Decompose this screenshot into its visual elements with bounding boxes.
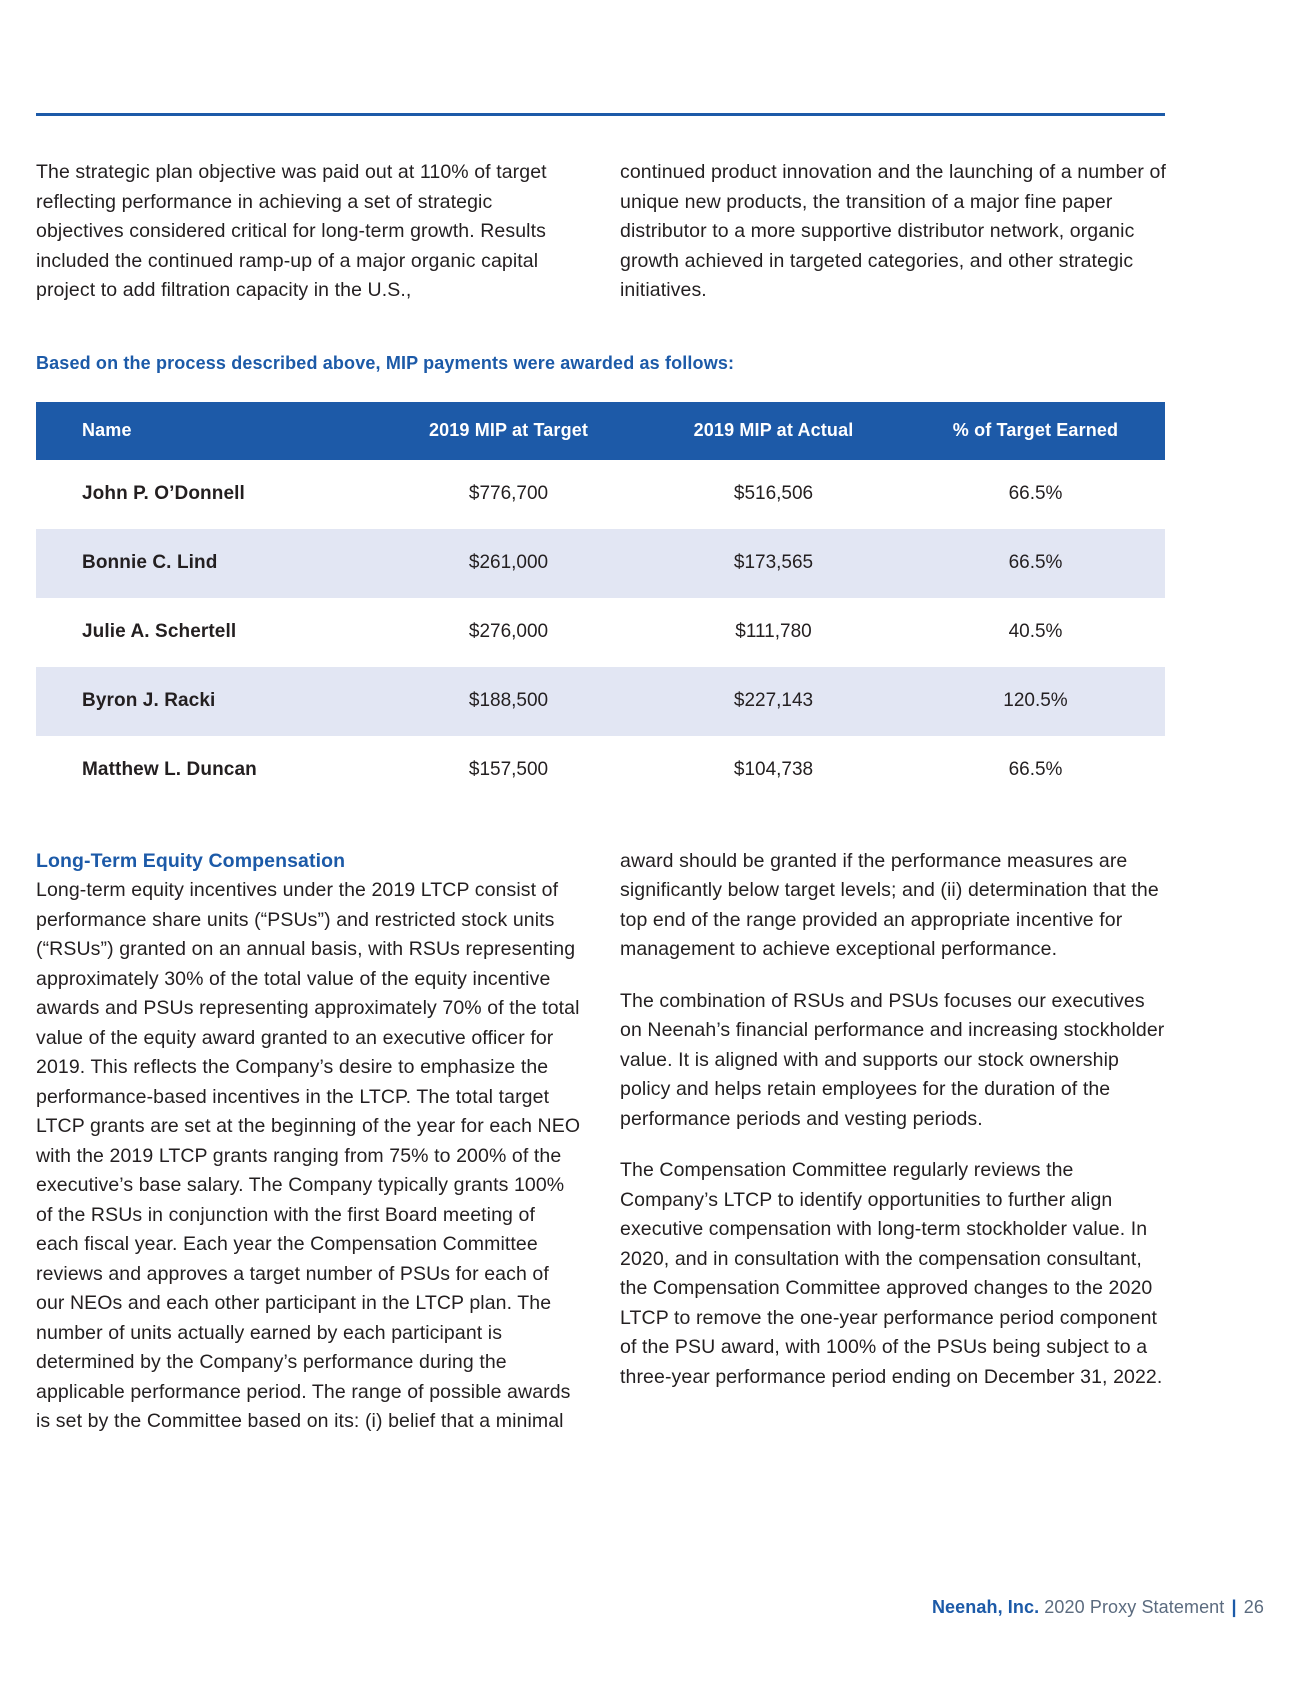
section-right-paragraph-3: The Compensation Committee regularly reviews the Company’s LTCP to identify opportunities to further align executive compensation with long-term stockholder value. In 2020, and in consultation with the compensation consultant, the Compensation Committee approved changes to the 2020 LTCP to remove the one-year performance period component of the PSU award, with 100% of the PSUs being subject to a three-year performance period ending on December 31, 2022.: [620, 1159, 1163, 1388]
footer-separator: |: [1231, 1597, 1237, 1617]
footer-page-number: 26: [1243, 1597, 1264, 1617]
table-header: [36, 402, 1165, 460]
table-body: [36, 460, 1165, 805]
cell-actual: $516,506: [641, 460, 906, 529]
section-right-column: [620, 847, 1166, 1437]
cell-target: $261,000: [376, 529, 641, 598]
cell-target: $776,700: [376, 460, 641, 529]
table-row: [36, 598, 1165, 667]
intro-section: [36, 158, 1165, 306]
table-row: [36, 736, 1165, 805]
cell-pct: 66.5%: [906, 529, 1165, 598]
footer-brand: Neenah, Inc.: [931, 1597, 1040, 1617]
section-left-paragraph: Long-term equity incentives under the 2019 LTCP consist of performance share units (“PSUs”) and restricted stock units (“RSUs”) granted on an annual basis, with RSUs representing approximately 30% of the total value of the equity incentive awards and PSUs representing approximately 70% of the total value of the equity award granted to an executive officer for 2019. This reflects the Company’s desire to emphasize the performance-based incentives in the LTCP. The total target LTCP grants are set at the beginning of the year for each NEO with the 2019 LTCP grants ranging from 75% to 200% of the executive’s base salary. The Company typically grants 100% of the RSUs in conjunction with the first Board meeting of each fiscal year. Each year the Compensation Committee reviews and approves a target number of PSUs for each of our NEOs and each other participant in the LTCP plan. The number of units actually earned by each participant is determined by the Company’s performance during the applicable performance period. The range of possible awards is set by the Committee based on its: (i) belief that a minimal: [36, 879, 581, 1432]
table-row: [36, 667, 1165, 736]
table-lead-in-text: Based on the process described above, MIP payments were awarded as follows:: [36, 352, 735, 373]
cell-name: Julie A. Schertell: [36, 598, 376, 667]
cell-target: $157,500: [376, 736, 641, 805]
table-row: [36, 529, 1165, 598]
table-header-row: [36, 402, 1165, 460]
cell-pct: 66.5%: [906, 460, 1165, 529]
cell-target: $188,500: [376, 667, 641, 736]
cell-name: Matthew L. Duncan: [36, 736, 376, 805]
cell-actual: $111,780: [641, 598, 906, 667]
column-header-name: Name: [36, 402, 376, 460]
section-right-paragraph-2: The combination of RSUs and PSUs focuses our executives on Neenah’s financial performance and increasing stockholder value. It is aligned with and supports our stock ownership policy and helps retain employees for the duration of the performance periods and vesting periods.: [620, 989, 1165, 1130]
cell-name: Bonnie C. Lind: [36, 529, 376, 598]
page-content: [36, 158, 1165, 1437]
mip-payments-table: [36, 402, 1165, 805]
cell-actual: $173,565: [641, 529, 906, 598]
cell-pct: 40.5%: [906, 598, 1165, 667]
footer-document: 2020 Proxy Statement: [1044, 1597, 1225, 1617]
cell-name: John P. O’Donnell: [36, 460, 376, 529]
long-term-equity-section: [36, 847, 1165, 1437]
intro-left-paragraph: The strategic plan objective was paid out at 110% of target reflecting performance in achieving a set of strategic objectives considered critical for long-term growth. Results included the continued ramp-up of a major organic capital project to add filtration capacity in the U.S.,: [36, 161, 547, 301]
intro-right-paragraph: continued product innovation and the launching of a number of unique new products, the transition of a major fine paper distributor to a more supportive distributor network, organic growth achieved in targeted categories, and other strategic initiatives.: [620, 161, 1166, 301]
intro-left-column: [36, 158, 582, 306]
cell-pct: 66.5%: [906, 736, 1165, 805]
column-header-actual: 2019 MIP at Actual: [641, 402, 906, 460]
table-row: [36, 460, 1165, 529]
section-right-paragraph-1: award should be granted if the performance measures are significantly below target levels; and (ii) determination that the top end of the range provided an appropriate incentive for management to achieve exceptional performance.: [620, 849, 1159, 960]
cell-target: $276,000: [376, 598, 641, 667]
section-heading: Long-Term Equity Compensation: [36, 849, 346, 872]
cell-name: Byron J. Racki: [36, 667, 376, 736]
column-header-pct: % of Target Earned: [906, 402, 1165, 460]
cell-actual: $104,738: [641, 736, 906, 805]
header-rule: [36, 113, 1165, 116]
intro-right-column: [620, 158, 1166, 306]
page-footer: [932, 1597, 1264, 1618]
cell-actual: $227,143: [641, 667, 906, 736]
cell-pct: 120.5%: [906, 667, 1165, 736]
column-header-target: 2019 MIP at Target: [376, 402, 641, 460]
section-left-column: [36, 847, 582, 1437]
